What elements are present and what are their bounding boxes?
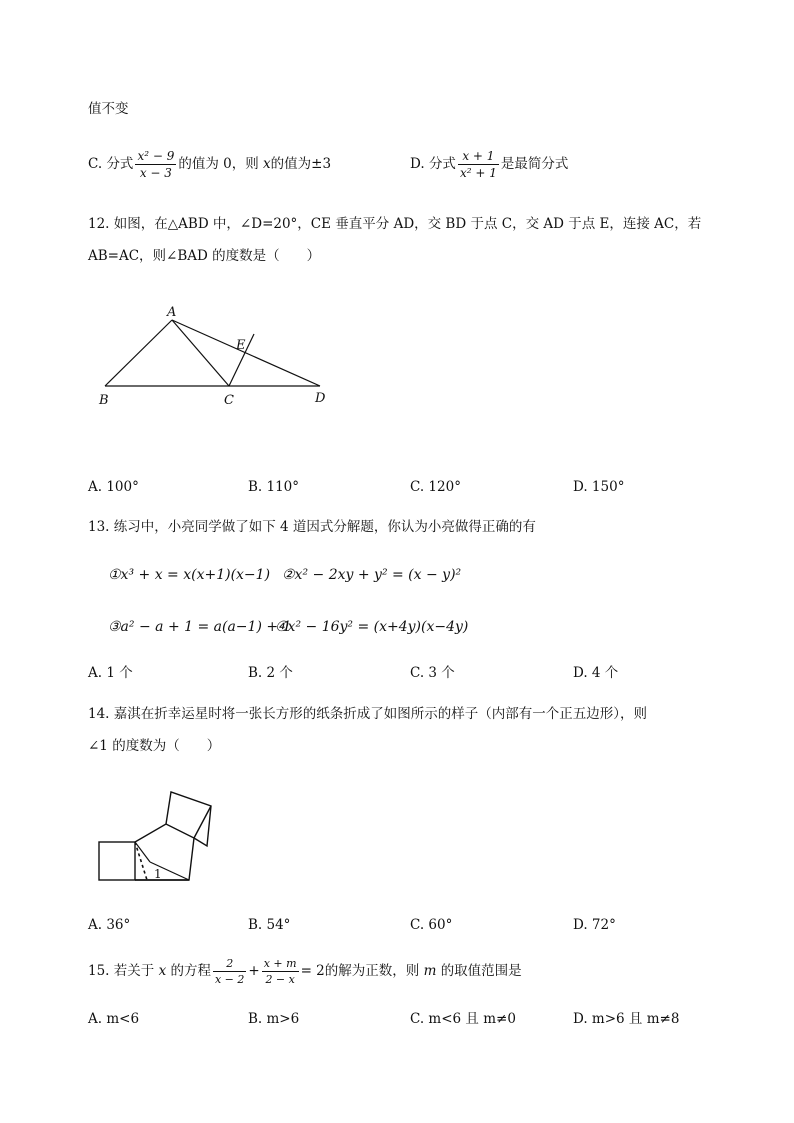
q13-eq2: ②x² − 2xy + y² = (x − y)² xyxy=(282,567,462,583)
angle-1-label: 1 xyxy=(154,867,162,881)
q11-d-suffix: 是最简分式 xyxy=(500,156,569,172)
q15-frac2-denominator: 2 − x xyxy=(265,973,295,986)
q11-option-d xyxy=(410,150,568,179)
q11-c-fraction xyxy=(135,150,176,179)
q15-stem xyxy=(88,958,522,985)
q15-var2: m xyxy=(423,963,437,979)
q13-option-a: A. 1 个 xyxy=(88,665,133,681)
q15-fraction-2 xyxy=(262,958,299,985)
q13-option-b: B. 2 个 xyxy=(248,665,293,681)
q15-fraction-1 xyxy=(213,958,246,985)
q11-c-suffix: 的值为±3 xyxy=(270,156,332,172)
q11-c-label: C. xyxy=(88,156,103,172)
segment-ab xyxy=(105,320,172,386)
segment-ac xyxy=(172,320,229,386)
label-a: A xyxy=(167,305,177,320)
q12-option-d: D. 150° xyxy=(573,479,625,495)
q15-plus: + xyxy=(248,963,260,979)
q11-d-fraction xyxy=(458,150,499,179)
q14-option-c: C. 60° xyxy=(410,917,453,933)
q15-rhs: = 2 xyxy=(300,963,325,979)
q15-prefix: 15. 若关于 xyxy=(88,963,155,979)
q11-c-denominator: x − 3 xyxy=(139,166,172,180)
fold-line xyxy=(135,842,150,862)
q15-frac2-numerator: x + m xyxy=(263,957,297,970)
q13-option-c: C. 3 个 xyxy=(410,665,455,681)
left-strip-end xyxy=(99,842,135,880)
q14-folded-strip-figure xyxy=(95,788,225,888)
q15-option-b: B. m>6 xyxy=(248,1011,300,1027)
q15-frac1-denominator: x − 2 xyxy=(214,973,245,986)
q14-option-b: B. 54° xyxy=(248,917,291,933)
q11-c-numerator: x² − 9 xyxy=(137,149,175,163)
q14-option-a: A. 36° xyxy=(88,917,131,933)
q15-tail: 的取值范围是 xyxy=(440,963,522,979)
q11-d-numerator: x + 1 xyxy=(458,150,499,165)
q11-c-prefix: 分式 xyxy=(106,156,134,172)
label-b: B xyxy=(99,393,109,408)
label-c: C xyxy=(224,393,234,408)
label-e: E xyxy=(236,338,246,353)
q13-stem: 13. 练习中，小亮同学做了如下 4 道因式分解题，你认为小亮做得正确的有 xyxy=(88,519,536,535)
q14-stem-line1: 14. 嘉淇在折幸运星时将一张长方形的纸条折成了如图所示的样子（内部有一个正五边形），则 xyxy=(88,706,648,722)
top-text: 值不变 xyxy=(88,101,129,117)
q11-c-mid: 的值为 0，则 xyxy=(178,156,259,172)
q15-option-a: A. m<6 xyxy=(88,1011,140,1027)
q13-option-d: D. 4 个 xyxy=(573,665,619,681)
q15-frac1-numerator: 2 xyxy=(213,958,246,972)
dashed-fold xyxy=(135,842,147,880)
q13-eq1: ①x³ + x = x(x+1)(x−1) xyxy=(108,567,271,583)
q11-d-prefix: 分式 xyxy=(428,156,456,172)
q15-var: x xyxy=(158,963,167,979)
q14-option-d: D. 72° xyxy=(573,917,616,933)
segment-ad xyxy=(172,320,320,386)
q13-eq3: ③a² − a + 1 = a(a−1) + 1 xyxy=(108,619,292,635)
q12-option-b: B. 110° xyxy=(248,479,300,495)
q12-stem-line2: AB=AC，则∠BAD 的度数是（ ） xyxy=(88,248,321,264)
q12-stem-line1: 12. 如图，在△ABD 中，∠D=20°，CE 垂直平分 AD，交 BD 于点 C，交 AD 于点 E，连接 AC，若 xyxy=(88,216,702,232)
q12-triangle-figure xyxy=(95,300,345,410)
q15-mid: 的方程 xyxy=(170,963,211,979)
q15-option-c: C. m<6 且 m≠0 xyxy=(410,1011,516,1027)
q11-option-c xyxy=(88,150,331,179)
q15-option-d: D. m>6 且 m≠8 xyxy=(573,1011,680,1027)
q11-d-denominator: x² + 1 xyxy=(459,166,497,180)
q14-stem-line2: ∠1 的度数为（ ） xyxy=(88,738,221,754)
q11-c-var: x xyxy=(263,156,271,172)
q15-suffix: 的解为正数，则 xyxy=(324,963,420,979)
q11-d-label: D. xyxy=(410,156,425,172)
q12-option-c: C. 120° xyxy=(410,479,461,495)
q13-eq4: ④x² − 16y² = (x+4y)(x−4y) xyxy=(275,619,469,635)
label-d: D xyxy=(315,391,326,406)
q12-option-a: A. 100° xyxy=(88,479,139,495)
